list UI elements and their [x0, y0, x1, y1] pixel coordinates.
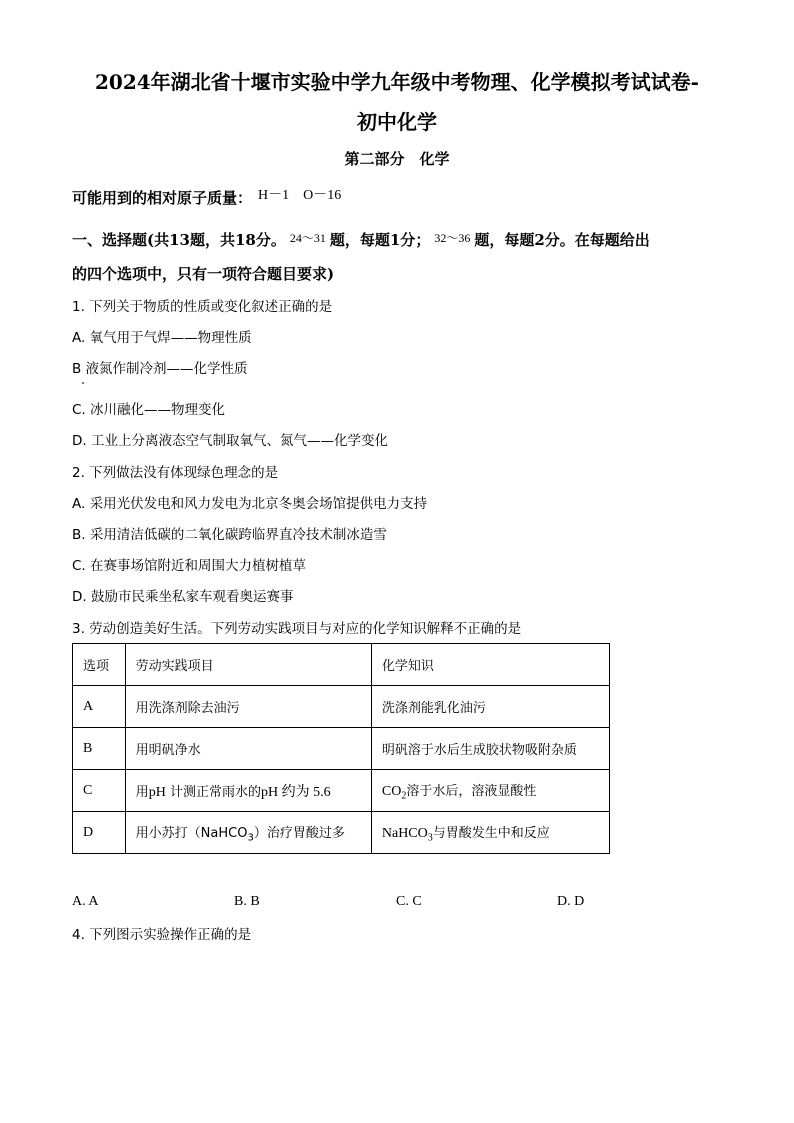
- section-text-2: 题，每题1分；: [329, 231, 431, 249]
- row-option: B: [73, 728, 126, 770]
- practice-text: 用小苏打（NaHCO: [135, 825, 248, 841]
- q3-table: [72, 643, 610, 854]
- atomic-mass-label: 可能用到的相对原子质量：: [72, 189, 253, 207]
- row-practice: [125, 812, 371, 854]
- ph-symbol: pH: [260, 784, 279, 800]
- q3-stem: 3. 劳动创造美好生活。下列劳动实践项目与对应的化学知识解释不正确的是: [72, 621, 522, 637]
- q1-stem: 1. 下列关于物质的性质或变化叙述正确的是: [72, 299, 333, 315]
- practice-value: 约为 5.6: [278, 784, 331, 800]
- table-row: [73, 728, 610, 770]
- row-practice: 用洗涤剂除去油污: [125, 686, 371, 728]
- practice-text: 用: [135, 784, 149, 800]
- exam-title-line2: 初中化学: [357, 110, 437, 134]
- table-row: [73, 686, 610, 728]
- q1-option-d: D. 工业上分离液态空气制取氧气、氮气——化学变化: [72, 433, 388, 449]
- formula: NaHCO: [381, 825, 428, 841]
- knowledge-text: 与胃酸发生中和反应: [432, 825, 550, 841]
- table-header-row: [73, 644, 610, 686]
- section-range-2: 32～36: [434, 231, 471, 245]
- row-option: C: [73, 770, 126, 812]
- header-knowledge: 化学知识: [371, 644, 609, 686]
- exam-title-line1: 2024年湖北省十堰市实验中学九年级中考物理、化学模拟考试试卷-: [95, 70, 699, 94]
- q2-option-d: D. 鼓励市民乘坐私家车观看奥运赛事: [72, 589, 294, 605]
- knowledge-text: 溶于水后，溶液显酸性: [406, 783, 537, 799]
- ph-symbol: pH: [148, 784, 166, 800]
- q1-option-a: A. 氧气用于气焊——物理性质: [72, 330, 252, 346]
- q3-option-d: D. D: [557, 894, 585, 909]
- q2-stem: 2. 下列做法没有体现绿色理念的是: [72, 465, 279, 481]
- row-knowledge: 洗涤剂能乳化油污: [371, 686, 609, 728]
- row-knowledge: [371, 770, 609, 812]
- q2-option-a: A. 采用光伏发电和风力发电为北京冬奥会场馆提供电力支持: [72, 496, 428, 512]
- row-option: D: [73, 812, 126, 854]
- formula-subscript: 2: [401, 790, 407, 802]
- q2-option-b: B. 采用清洁低碳的二氧化碳跨临界直冷技术制冰造雪: [72, 527, 387, 543]
- q1-option-b-dot: [82, 382, 84, 384]
- q3-option-a: A. A: [72, 894, 99, 909]
- formula-subscript: 3: [247, 832, 254, 844]
- table-row: [73, 812, 610, 854]
- section-text-3: 题，每题2分。在每题给出: [474, 231, 650, 249]
- row-practice: [125, 770, 371, 812]
- atomic-mass-line: [72, 186, 341, 208]
- table-row: [73, 770, 610, 812]
- q4-stem: 4. 下列图示实验操作正确的是: [72, 927, 252, 943]
- row-knowledge: 明矾溶于水后生成胶状物吸附杂质: [371, 728, 609, 770]
- section-heading-line1: [72, 228, 650, 250]
- q2-option-c: C. 在赛事场馆附近和周围大力植树植草: [72, 558, 307, 574]
- row-knowledge: [371, 812, 609, 854]
- formula: CO: [381, 783, 402, 799]
- atomic-mass-values: H－1 O－16: [258, 188, 342, 203]
- practice-text: ）治疗胃酸过多: [253, 825, 345, 841]
- section-heading-line2: 的四个选项中，只有一项符合题目要求): [72, 265, 335, 283]
- q3-option-b: B. B: [234, 894, 260, 909]
- section-text-1: 一、选择题(共13题，共18分。: [72, 231, 286, 249]
- row-option: A: [73, 686, 126, 728]
- q1-option-c: C. 冰川融化——物理变化: [72, 402, 226, 418]
- q1-option-b: B 液氮作制冷剂——化学性质: [72, 361, 248, 377]
- formula-subscript: 3: [427, 832, 433, 844]
- q3-option-c: C. C: [396, 894, 422, 909]
- section-range-1: 24～31: [289, 231, 326, 245]
- part-heading: 第二部分 化学: [344, 150, 450, 168]
- row-practice: 用明矾净水: [125, 728, 371, 770]
- header-practice: 劳动实践项目: [125, 644, 371, 686]
- header-option: 选项: [73, 644, 126, 686]
- practice-text: 计测正常雨水的: [165, 784, 261, 800]
